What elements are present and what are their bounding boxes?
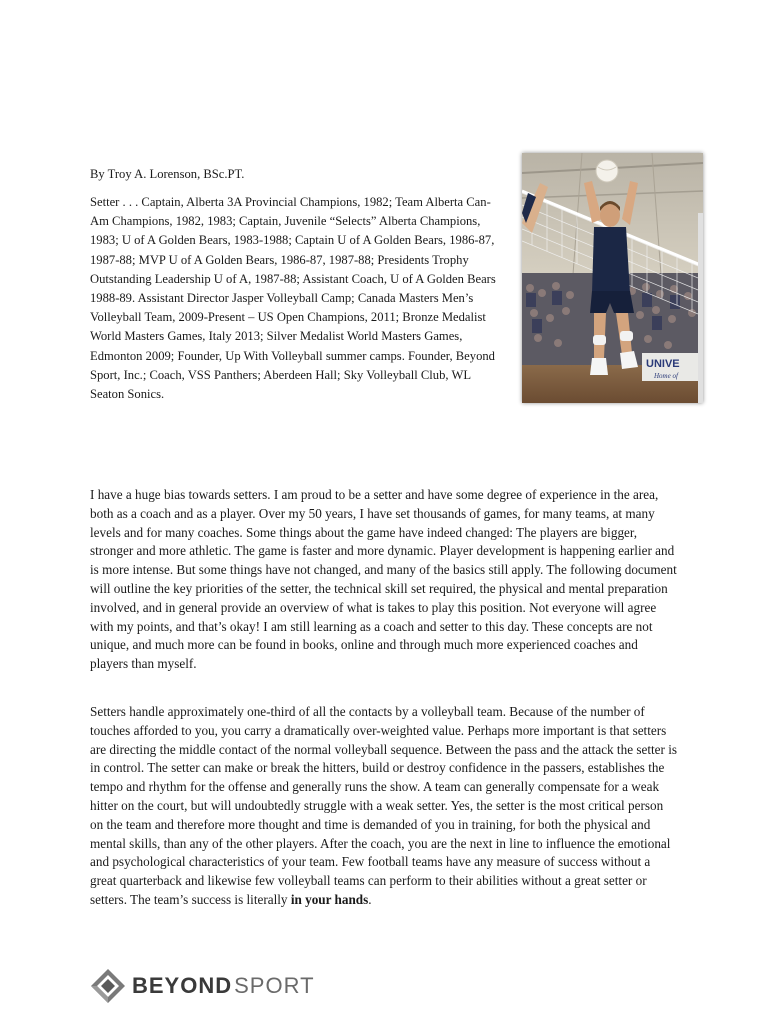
- logo-word-sport: SPORT: [234, 973, 315, 998]
- author-credentials: Setter . . . Captain, Alberta 3A Provincial Champions, 1982; Team Alberta Can-Am Champions, 1982, 1983; Captain, Juvenile “Selects” Alberta Champions, 1983; U of A Golden Bears, 1983-1988; Captain U of A Golden Bears, 1986-87, 1987-88; MVP U of A Golden Bears, 1986-87, 1987-88; Presidents Trophy Outstanding Leadership U of A, 1987-88; Assistant Coach, U of A Golden Bears 1988-89. Assistant Director Jasper Volleyball Camp; Canada Masters Men’s Volleyball Team, 2009-Present – US Open Champions, 2011; Bronze Medalist World Masters Games, Italy 2013; Silver Medalist World Masters Games, Edmonton 2009; Founder, Up With Volleyball summer camps. Founder, Beyond Sport, Inc.; Coach, VSS Panthers; Aberdeen Hall; Sky Volleyball Club, WL Seaton Sonics.: [90, 195, 496, 402]
- setter-photo: [522, 153, 703, 403]
- author-byline: By Troy A. Lorenson, BSc.PT.: [90, 167, 245, 181]
- paragraph-intro: I have a huge bias towards setters. I am proud to be a setter and have some degree of experience in the area, both as a coach and as a player. Over my 50 years, I have set thousands of games, for many teams, at many levels and for many coaches. Some things about the game have indeed changed: The players are bigger, stronger and more athletic. The game is faster and more dynamic. Player development is happening earlier and is more intense. But some things have not changed, and many of the basics still apply. The following document will outline the key priorities of the setter, the technical skill set required, the physical and mental preparation involved, and in general provide an overview of what is takes to play this position. Not everyone will agree with my points, and that’s okay! I am still learning as a coach and setter to this day. These concepts are not unique, and much more can be found in books, online and through much more experienced coaches and players than myself.: [90, 487, 677, 672]
- logo-word-beyond: BEYOND: [132, 973, 233, 998]
- beyond-sport-logo: [90, 966, 315, 1006]
- paragraph-setter-role-text: Setters handle approximately one-third of all the contacts by a volleyball team. Because of the number of touches afforded to you, you carry a dramatically over-weighted value. Perhaps more important is that setters are directing the middle contact of the normal volleyball sequence. Between the pass and the attack the setter is in control. The setter can make or break the hitters, build or destroy confidence in the passers, establishes the tempo and rhythm for the offense and generally runs the show. A team can generally compensate for a weak hitter on the court, but will undoubtedly struggle with a weak setter. Yes, the setter is the most critical person on the team and therefore more thought and time is demanded of you in training, for both the physical and mental skills, than any of the other players. After the coach, you are the next in line to influence the emotional and psychological characteristics of your team. Few football teams have any measure of success without a great quarterback and likewise few volleyball teams can perform to their abilities without a great setter or setters. The team’s success is literally: [90, 704, 677, 907]
- logo-wordmark: [132, 973, 315, 999]
- beyond-sport-diamond-logo-icon: [90, 968, 126, 1004]
- banner-subtext: Home of: [654, 372, 678, 380]
- paragraph-end: .: [368, 891, 372, 907]
- emphasis-in-your-hands: in your hands: [290, 891, 369, 907]
- banner-text: UNIVE: [646, 358, 680, 370]
- paragraph-setter-role: [90, 703, 678, 910]
